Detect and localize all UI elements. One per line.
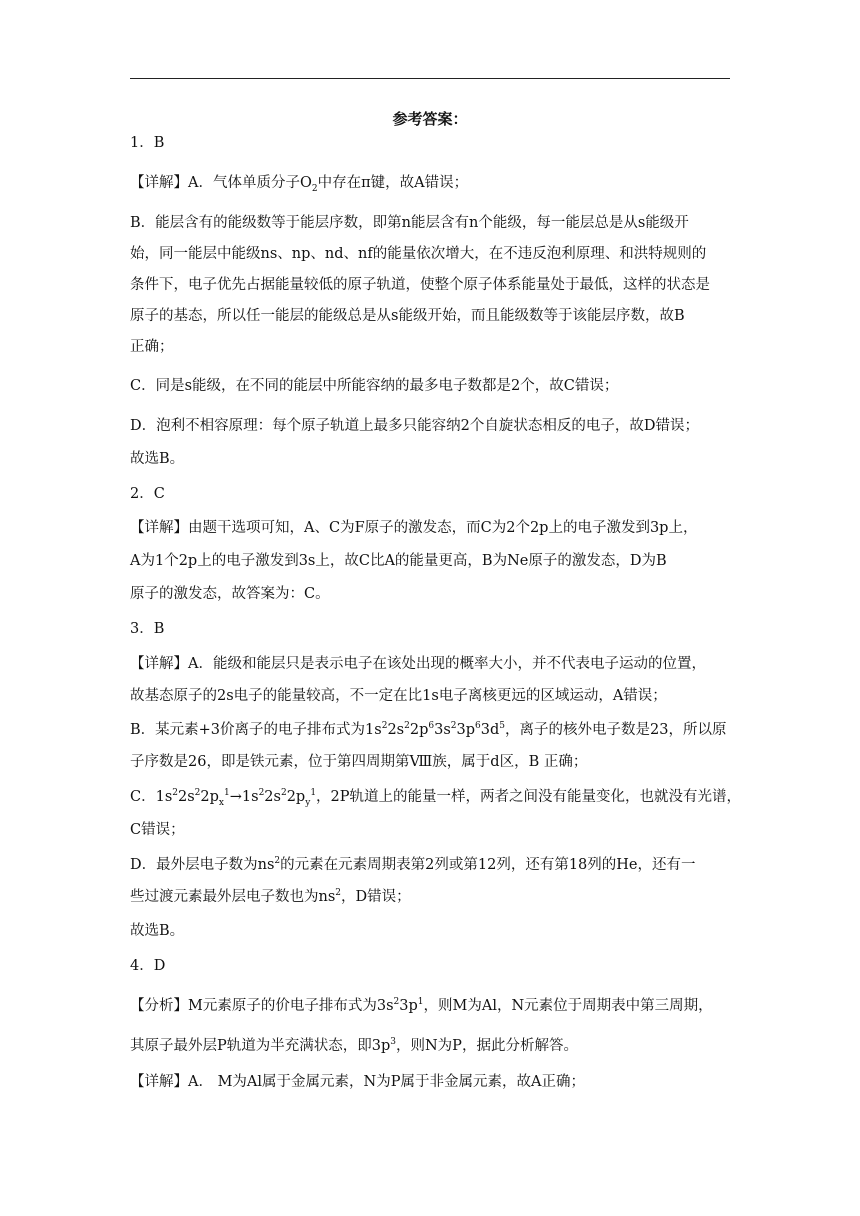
q1-line-8: D．泡利不相容原理：每个原子轨道上最多只能容纳2个自旋状态相反的电子，故D错误； bbox=[130, 418, 699, 434]
q1-line-7: C．同是s能级，在不同的能层中所能容纳的最多电子数都是2个，故C错误； bbox=[130, 378, 619, 394]
q1-line-5: 原子的基态，所以任一能层的能级总是从s能级开始，而且能级数等于该能层序数，故B bbox=[130, 308, 685, 324]
q3-line-9: 故选B。 bbox=[130, 923, 185, 939]
q2-line-3: 原子的激发态，故答案为：C。 bbox=[130, 586, 330, 602]
q2-answer: 2．C bbox=[130, 486, 165, 502]
header-rule bbox=[130, 78, 730, 79]
q4-line-3: 【详解】A． M为Al属于金属元素，N为P属于非金属元素，故A正确； bbox=[130, 1074, 585, 1090]
q1-line-2: B．能层含有的能级数等于能层序数，即第n能层含有n个能级，每一能层总是从s能级开 bbox=[130, 215, 689, 231]
q1-line-3: 始，同一能层中能级ns、np、nd、nf的能量依次增大，在不违反泡利原理、和洪特规则的 bbox=[130, 246, 707, 262]
q3-line-7: D．最外层电子数为$ns^2$的元素在元素周期表第2列或第12列，还有第18列的He，还有一 bbox=[130, 856, 696, 873]
q1-line-9: 故选B。 bbox=[130, 451, 185, 467]
q1-answer: 1．B bbox=[130, 135, 165, 151]
q3-line-5: C．$1s^22s^22p_x^1\to 1s^22s^22p_y^1$，2P轨道上的能量一样，两者之间没有能量变化，也就没有光谱， bbox=[130, 788, 742, 808]
q1-line-4: 条件下，电子优先占据能量较低的原子轨道，使整个原子体系能量处于最低，这样的状态是 bbox=[130, 277, 710, 293]
q3-line-2: 故基态原子的2s电子的能量较高，不一定在比1s电子离核更远的区域运动，A错误； bbox=[130, 688, 667, 704]
q4-answer: 4．D bbox=[130, 958, 166, 974]
q2-line-2: A为1个2p上的电子激发到3s上，故C比A的能量更高，B为Ne原子的激发态，D为B bbox=[130, 553, 667, 569]
q4-line-2: 其原子最外层P轨道为半充满状态，即$3p^3$，则N为P，据此分析解答。 bbox=[130, 1037, 578, 1054]
q3-line-1: 【详解】A．能级和能层只是表示电子在该处出现的概率大小，并不代表电子运动的位置， bbox=[130, 656, 706, 672]
q3-line-4: 子序数是26，即是铁元素，位于第四周期第Ⅷ族，属于d区，B 正确； bbox=[130, 754, 588, 770]
q4-line-1: 【分析】M元素原子的价电子排布式为$3s^23p^1$，则M为Al，N元素位于周期表中第三周期， bbox=[130, 997, 713, 1014]
page-title: 参考答案： bbox=[392, 110, 468, 128]
q3-line-3: B．某元素+3价离子的电子排布式为$1s^22s^22p^63s^23p^63d^5$，离子的核外电子数是23，所以原 bbox=[130, 721, 727, 738]
q3-line-6: C错误； bbox=[130, 822, 185, 838]
q1-line-6: 正确； bbox=[130, 339, 174, 355]
q2-line-1: 【详解】由题干选项可知，A、C为F原子的激发态，而C为2个2p上的电子激发到3p上， bbox=[130, 520, 698, 536]
q1-line-1: 【详解】A．气体单质分子$O_2$中存在π键，故A错误； bbox=[130, 175, 469, 194]
q3-line-8: 些过渡元素最外层电子数也为$ns^2$，D错误； bbox=[130, 888, 411, 905]
q3-answer: 3．B bbox=[130, 621, 165, 637]
